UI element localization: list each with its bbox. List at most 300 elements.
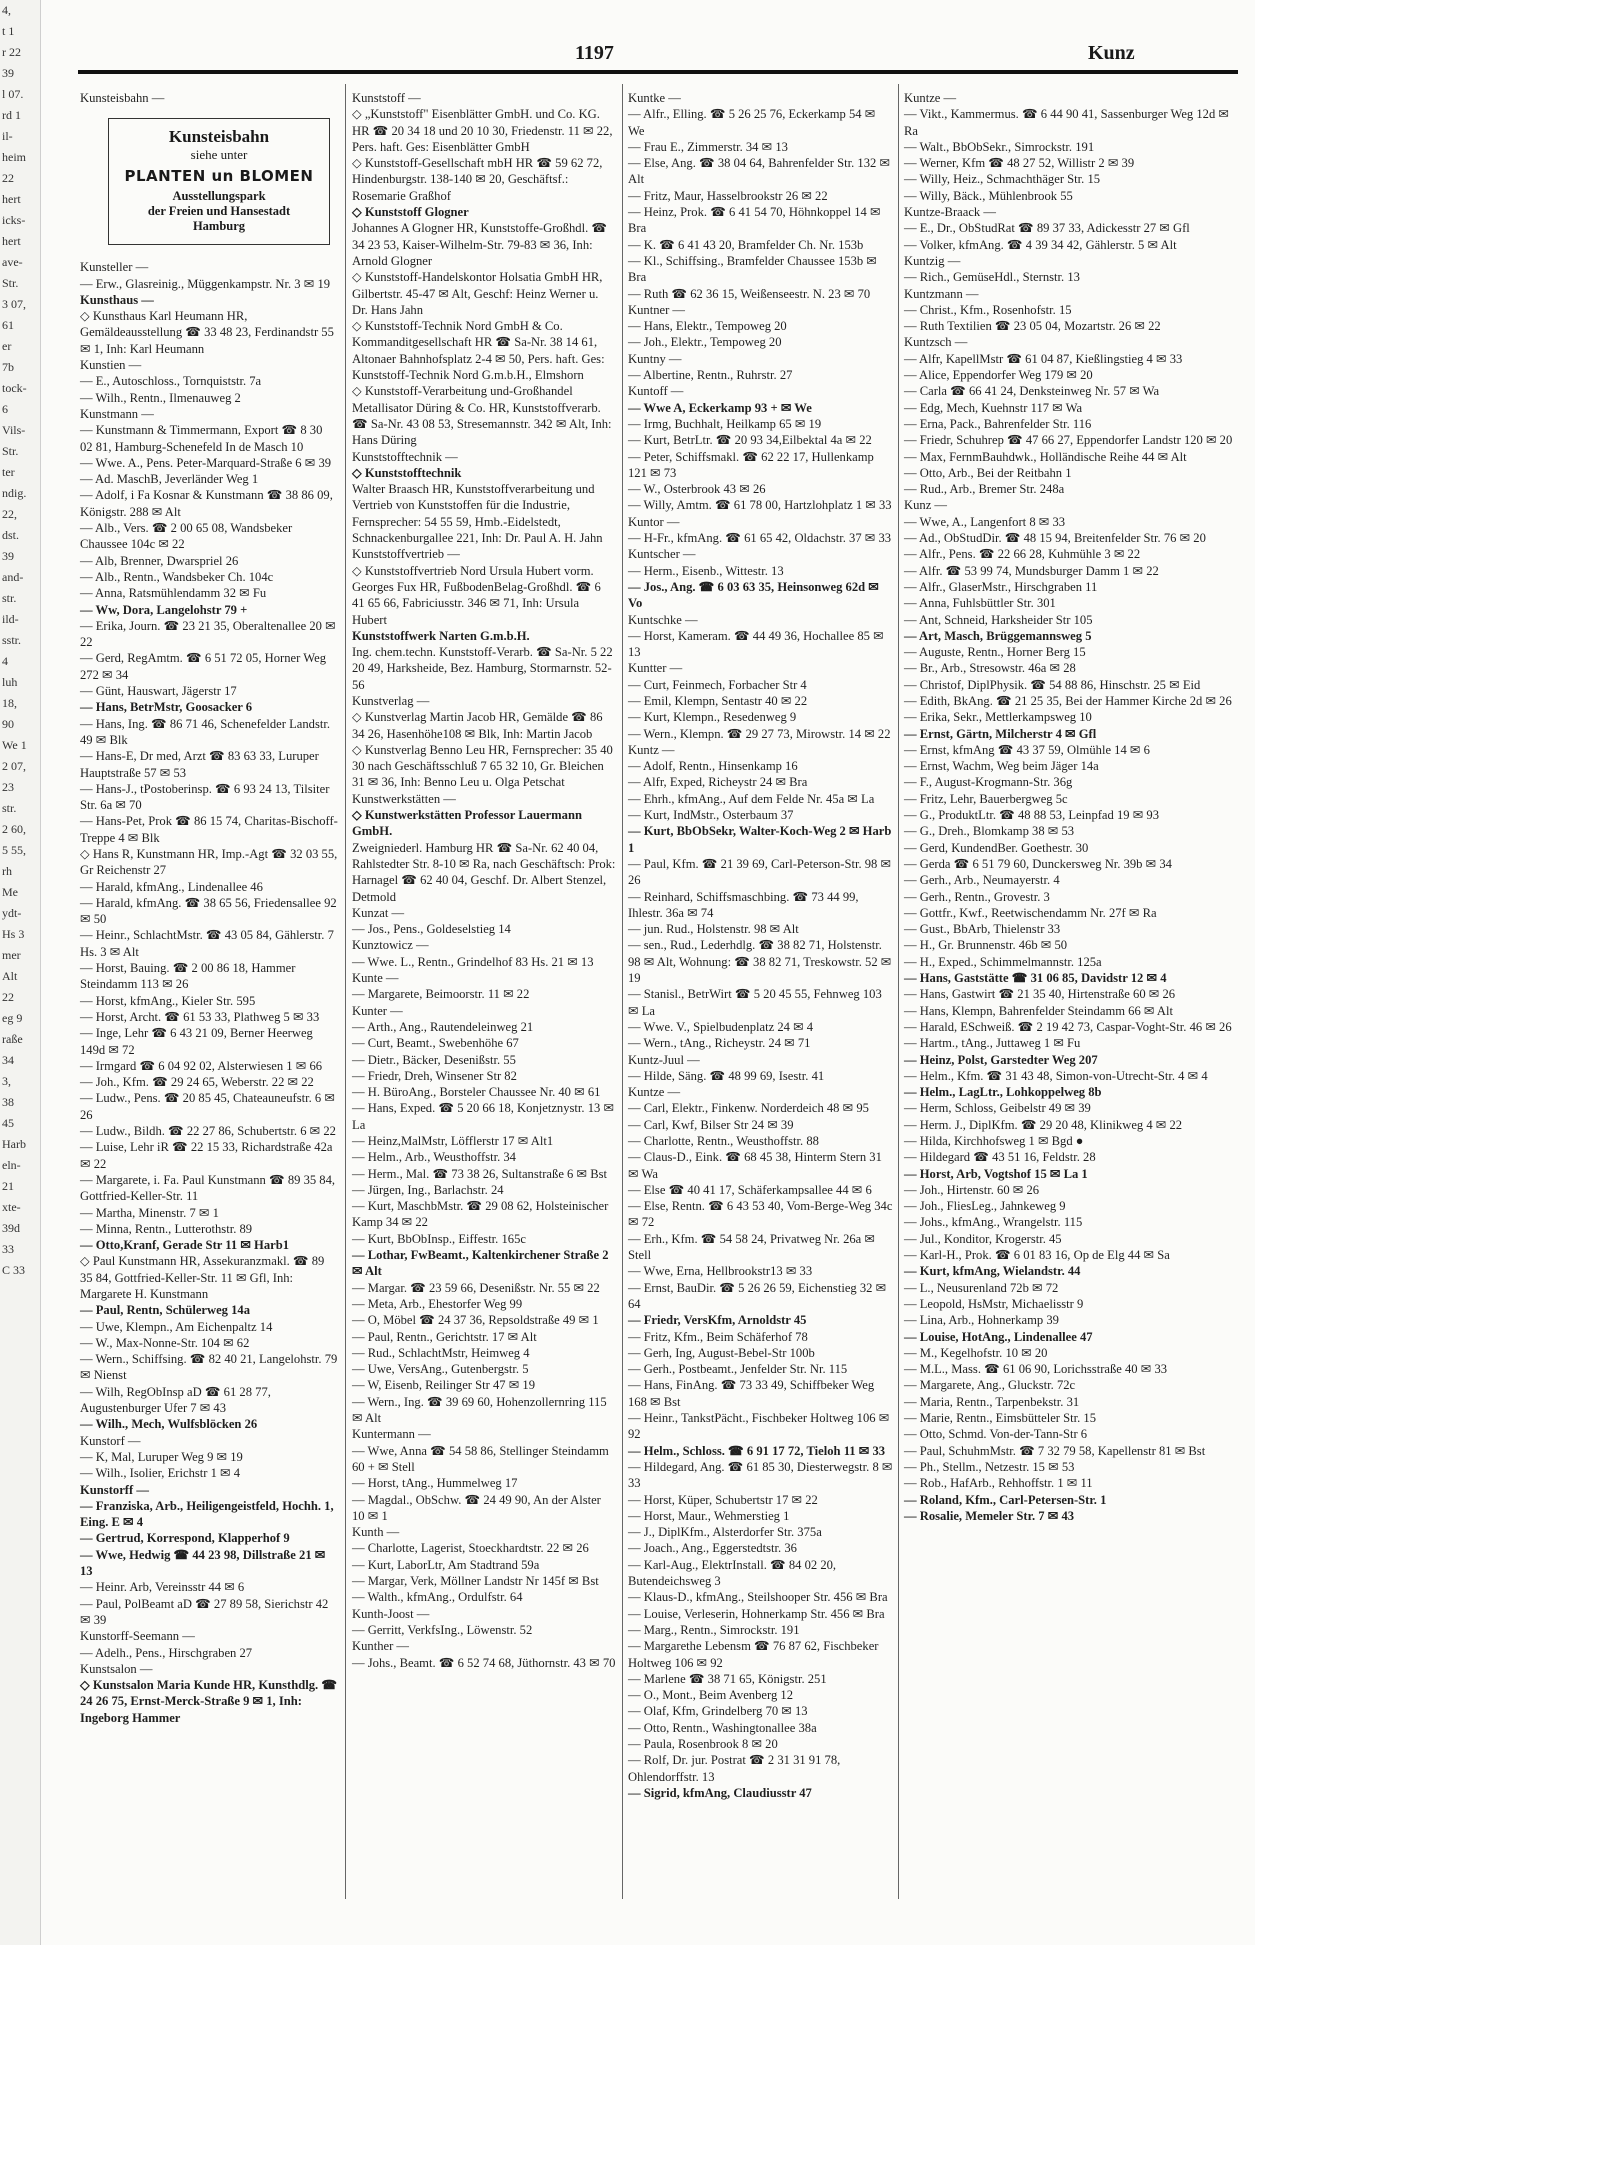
surname-heading: Kunter — bbox=[352, 1003, 403, 1018]
edge-fragment: Str. bbox=[2, 276, 19, 290]
surname-heading: Kunstorff — bbox=[80, 1482, 149, 1497]
directory-entry: ◇ Kunstverlag Martin Jacob HR, Gemälde ☎ 86 34 26, Hasenhöhe108 ✉ Blk, Inh: Martin Jacob bbox=[352, 710, 606, 741]
directory-entry: — Rud., SchlachtMstr, Heimweg 4 bbox=[352, 1345, 530, 1360]
directory-entry: — Claus-D., Eink. ☎ 68 45 38, Hinterm Stern 31 ✉ Wa bbox=[628, 1150, 886, 1181]
surname-heading: Kunsteller — bbox=[80, 260, 149, 275]
edge-fragment: 23 bbox=[2, 780, 14, 794]
directory-entry: — Hans, BetrMstr, Goosacker 6 bbox=[80, 700, 253, 715]
directory-entry: — Martha, Minenstr. 7 ✉ 1 bbox=[80, 1205, 219, 1220]
directory-entry: — Alfr, Exped, Richeystr 24 ✉ Bra bbox=[628, 775, 808, 790]
edge-fragment: 38 bbox=[2, 1095, 14, 1109]
directory-entry: — W., Max-Nonne-Str. 104 ✉ 62 bbox=[80, 1335, 250, 1350]
directory-entry: — Erika, Journ. ☎ 23 21 35, Oberaltenallee 20 ✉ 22 bbox=[80, 618, 339, 650]
edge-fragment: str. bbox=[2, 801, 17, 815]
directory-entry: — Klaus-D., kfmAng., Steilshooper Str. 456 ✉ Bra bbox=[628, 1590, 888, 1605]
directory-entry: — Heinz,MalMstr, Löfflerstr 17 ✉ Alt1 bbox=[352, 1134, 554, 1148]
directory-entry: — Gerh., Rentn., Grovestr. 3 bbox=[904, 889, 1050, 904]
directory-entry: — Karl-Aug., ElektrInstall. ☎ 84 02 20, Butendeichsweg 3 bbox=[628, 1557, 840, 1589]
edge-fragment: ndig. bbox=[2, 486, 27, 500]
directory-entry: — Ehrh., kfmAng., Auf dem Felde Nr. 45a ✉ La bbox=[628, 791, 875, 806]
directory-entry: — Johs., kfmAng., Wrangelstr. 115 bbox=[904, 1215, 1083, 1230]
edge-fragment: rd 1 bbox=[2, 108, 21, 122]
directory-entry: — H. BüroAng., Borsteler Chaussee Nr. 40 ✉ 61 bbox=[352, 1085, 601, 1100]
edge-fragment: t 1 bbox=[2, 24, 15, 38]
directory-entry: — Alb., Rentn., Wandsbeker Ch. 104c bbox=[80, 569, 274, 584]
edge-fragment: 61 bbox=[2, 318, 14, 332]
edge-fragment: 39 bbox=[2, 549, 14, 563]
directory-entry: — Louise, HotAng., Lindenallee 47 bbox=[904, 1329, 1093, 1344]
edge-fragment: 4 bbox=[2, 654, 8, 668]
edge-fragment: 39d bbox=[2, 1221, 20, 1235]
directory-entry: ◇ Kunststoff-Verarbeitung und-Großhandel Metallisator Düring & Co. HR, Kunststoffverarb. ☎ Sa-Nr. 43 08 53, Stresemannstr. 342 ✉ Alt, Inh: Hans Düring bbox=[352, 384, 615, 448]
surname-heading: Kuntz-Juul — bbox=[628, 1052, 700, 1067]
directory-entry: ◇ Paul Kunstmann HR, Assekuranzmakl. ☎ 89 35 84, Gottfried-Keller-Str. 11 ✉ Gfl, Inh: Margarete H. Kunstmann bbox=[80, 1254, 328, 1301]
directory-entry: — Hans-J., tPostoberinsp. ☎ 6 93 24 13, Tilsiter Str. 6a ✉ 70 bbox=[80, 781, 333, 813]
edge-fragment: 33 bbox=[2, 1242, 14, 1256]
directory-entry: — Gerda ☎ 6 51 79 60, Dunckersweg Nr. 39b ✉ 34 bbox=[904, 856, 1172, 871]
column-4 bbox=[904, 90, 1242, 1930]
edge-fragment: r 22 bbox=[2, 45, 21, 59]
directory-entry: — K, Mal, Luruper Weg 9 ✉ 19 bbox=[80, 1449, 243, 1464]
directory-entry: — K. ☎ 6 41 43 20, Bramfelder Ch. Nr. 153b bbox=[628, 237, 864, 252]
directory-entry: — Wern., tAng., Richeystr. 24 ✉ 71 bbox=[628, 1036, 811, 1051]
directory-entry: — Marlene ☎ 38 71 65, Königstr. 251 bbox=[628, 1671, 827, 1686]
directory-entry: — Alfr, KapellMstr ☎ 61 04 87, Kießlingstieg 4 ✉ 33 bbox=[904, 351, 1183, 366]
directory-entry: — Kunstmann & Timmermann, Export ☎ 8 30 02 81, Hamburg-Schenefeld In de Masch 10 bbox=[80, 423, 326, 454]
directory-entry: — Helm., Kfm. ☎ 31 43 48, Simon-von-Utrecht-Str. 4 ✉ 4 bbox=[904, 1068, 1208, 1083]
surname-heading: Kuntke — bbox=[628, 91, 681, 105]
directory-entry: — Erw., Glasreinig., Müggenkampstr. Nr. 3 ✉ 19 bbox=[80, 276, 331, 291]
directory-entry: — O, Möbel ☎ 24 37 36, Repsoldstraße 49 ✉ 1 bbox=[352, 1313, 599, 1328]
directory-entry: — Joh., Kfm. ☎ 29 24 65, Weberstr. 22 ✉ 22 bbox=[80, 1075, 314, 1090]
edge-fragment: eln- bbox=[2, 1158, 21, 1172]
directory-entry: — Rolf, Dr. jur. Postrat ☎ 2 31 31 91 78, Ohlendorffstr. 13 bbox=[628, 1753, 844, 1784]
page-number: 1197 bbox=[575, 42, 614, 64]
directory-entry: — Gust., BbArb, Thielenstr 33 bbox=[904, 922, 1061, 937]
directory-entry: — Else, Rentn. ☎ 6 43 53 40, Vom-Berge-Weg 34c ✉ 72 bbox=[628, 1199, 896, 1230]
edge-fragment: C 33 bbox=[2, 1263, 26, 1277]
directory-entry: — Marie, Rentn., Eimsbütteler Str. 15 bbox=[904, 1411, 1097, 1426]
directory-entry: — O., Mont., Beim Avenberg 12 bbox=[628, 1688, 793, 1703]
directory-entry: — Magdal., ObSchw. ☎ 24 49 90, An der Alster 10 ✉ 1 bbox=[352, 1492, 605, 1523]
directory-entry: — Hans, Gaststätte ☎ 31 06 85, Davidstr 12 ✉ 4 bbox=[904, 971, 1167, 986]
directory-entry: — Erh., Kfm. ☎ 54 58 24, Privatweg Nr. 26a ✉ Stell bbox=[628, 1231, 879, 1263]
column-divider bbox=[898, 84, 899, 1899]
column-2 bbox=[352, 90, 619, 1930]
directory-entry: — J., DiplKfm., Alsterdorfer Str. 375a bbox=[628, 1525, 822, 1540]
surname-heading: Kunztowicz — bbox=[352, 938, 429, 953]
edge-fragment: 22 bbox=[2, 990, 14, 1004]
directory-entry: — Jos., Pens., Goldeselstieg 14 bbox=[352, 922, 511, 937]
directory-entry: — Wern., Ing. ☎ 39 69 60, Hohenzollernring 115 ✉ Alt bbox=[352, 1394, 610, 1426]
directory-entry: — E., Autoschloss., Tornquiststr. 7a bbox=[80, 374, 262, 389]
directory-entry: ◇ Kunststoff-Technik Nord GmbH & Co. Kommanditgesellschaft HR ☎ Sa-Nr. 38 14 61, Altonaer Bahnhofsplatz 2-4 ✉ 50, Pers. haft. Ges: Kunststoff-Technik Nord G.m.b.H., Elmshorn bbox=[352, 319, 608, 383]
directory-entry: — Paul, Rentn., Gerichtstr. 17 ✉ Alt bbox=[352, 1329, 537, 1344]
running-head: Kunz bbox=[1088, 42, 1135, 64]
surname-heading: Kuntze — bbox=[628, 1085, 681, 1100]
directory-entry: — Minna, Rentn., Lutterothstr. 89 bbox=[80, 1221, 253, 1236]
directory-entry: — Rob., HafArb., Rehhoffstr. 1 ✉ 11 bbox=[904, 1476, 1093, 1491]
edge-fragment: We 1 bbox=[2, 738, 27, 752]
directory-entry: — Ernst, Gärtn, Milcherstr 4 ✉ Gfl bbox=[904, 726, 1097, 741]
directory-entry: — Kurt, BbObInsp., Eiffestr. 165c bbox=[352, 1231, 526, 1246]
directory-entry: — Herm., Eisenb., Wittestr. 13 bbox=[628, 563, 784, 578]
directory-entry: — H-Fr., kfmAng. ☎ 61 65 42, Oldachstr. 37 ✉ 33 bbox=[628, 531, 892, 546]
directory-entry: — M.L., Mass. ☎ 61 06 90, Lorichsstraße 40 ✉ 33 bbox=[904, 1362, 1168, 1377]
directory-entry: — E., Dr., ObStudRat ☎ 89 37 33, Adickesstr 27 ✉ Gfl bbox=[904, 221, 1190, 236]
directory-entry: — Walth., kfmAng., Ordulfstr. 64 bbox=[352, 1590, 523, 1605]
directory-entry: — Margarete, i. Fa. Paul Kunstmann ☎ 89 35 84, Gottfried-Keller-Str. 11 bbox=[80, 1172, 339, 1204]
directory-entry: — Herm., Mal. ☎ 73 38 26, Sultanstraße 6 ✉ Bst bbox=[352, 1166, 608, 1181]
directory-entry: — Leopold, HsMstr, Michaelisstr 9 bbox=[904, 1296, 1084, 1311]
surname-heading: Kunsteisbahn — bbox=[80, 91, 165, 105]
directory-entry: — Wwe, A., Langenfort 8 ✉ 33 bbox=[904, 514, 1066, 529]
directory-entry: — Karl-H., Prok. ☎ 6 01 83 16, Op de Elg 44 ✉ Sa bbox=[904, 1248, 1170, 1263]
directory-entry: — Johs., Beamt. ☎ 6 52 74 68, Jüthornstr. 43 ✉ 70 bbox=[352, 1655, 616, 1670]
directory-entry: — Gerh, Ing, August-Bebel-Str 100b bbox=[628, 1345, 815, 1360]
directory-entry: — Alfr., Elling. ☎ 5 26 25 76, Eckerkamp 54 ✉ We bbox=[628, 107, 879, 138]
directory-entry: — Ernst, kfmAng ☎ 43 37 59, Olmühle 14 ✉ 6 bbox=[904, 742, 1150, 757]
directory-entry: Ing. chem.techn. Kunststoff-Verarb. ☎ Sa-Nr. 5 22 20 49, Harksheide, Bez. Hamburg, Stormarnstr. 52-56 bbox=[352, 645, 616, 692]
edge-fragment: icks- bbox=[2, 213, 26, 227]
directory-entry: — Uwe, VersAng., Gutenbergstr. 5 bbox=[352, 1362, 529, 1377]
directory-entry: — Inge, Lehr ☎ 6 43 21 09, Berner Heerweg 149d ✉ 72 bbox=[80, 1026, 317, 1057]
directory-entry: ◇ Kunstwerkstätten Professor Lauermann GmbH. bbox=[352, 808, 586, 839]
directory-entry: — Günt, Hauswart, Jägerstr 17 bbox=[80, 684, 237, 699]
directory-entry: — Heinr., TankstPächt., Fischbeker Holtweg 106 ✉ 92 bbox=[628, 1411, 893, 1442]
box-line: Ausstellungspark bbox=[172, 189, 266, 204]
directory-entry: — Horst, Archt. ☎ 61 53 33, Plathweg 5 ✉ 33 bbox=[80, 1009, 320, 1024]
surname-heading: Kuntze-Braack — bbox=[904, 205, 996, 220]
directory-entry: — Jürgen, Ing., Barlachstr. 24 bbox=[352, 1182, 504, 1197]
directory-entry: — Helm., Schloss. ☎ 6 91 17 72, Tieloh 11 ✉ 33 bbox=[628, 1443, 886, 1458]
directory-entry: — Art, Masch, Brüggemannsweg 5 bbox=[904, 628, 1092, 643]
directory-entry: — Erika, Sekr., Mettlerkampsweg 10 bbox=[904, 710, 1092, 725]
surname-heading: Kuntner — bbox=[628, 302, 686, 317]
directory-entry: — Edg, Mech, Kuehnstr 117 ✉ Wa bbox=[904, 400, 1083, 415]
directory-entry: — Rosalie, Memeler Str. 7 ✉ 43 bbox=[904, 1508, 1075, 1523]
directory-entry: — Joh., FliesLeg., Jahnkeweg 9 bbox=[904, 1199, 1066, 1214]
directory-entry: — Hildegard, Ang. ☎ 61 85 30, Diesterwegstr. 8 ✉ 33 bbox=[628, 1459, 896, 1491]
surname-heading: Kunsthaus — bbox=[80, 292, 154, 307]
directory-entry: — Otto, Arb., Bei der Reitbahn 1 bbox=[904, 465, 1072, 480]
directory-entry: — Harald, kfmAng., Lindenallee 46 bbox=[80, 879, 263, 894]
directory-entry: — Uwe, Klempn., Am Eichenpaltz 14 bbox=[80, 1319, 273, 1334]
directory-entry: — Kurt, BetrLtr. ☎ 20 93 34,Eilbektal 4a ✉ 22 bbox=[628, 433, 872, 448]
surname-heading: Kunstorff-Seemann — bbox=[80, 1629, 195, 1644]
directory-entry: — Fritz, Lehr, Bauerbergweg 5c bbox=[904, 791, 1068, 806]
edge-fragment: dst. bbox=[2, 528, 20, 542]
column-3 bbox=[628, 90, 896, 1930]
column-1 bbox=[80, 90, 341, 1930]
surname-heading: Kunstwerkstätten — bbox=[352, 791, 456, 806]
directory-entry: — Horst, Maur., Wehmerstieg 1 bbox=[628, 1508, 790, 1523]
directory-entry: ◇ Kunstverlag Benno Leu HR, Fernsprecher: 35 40 30 nach Geschäftsschluß 7 65 32 10, Gr. Bleichen 31 ✉ 36, Inh: Benno Leu u. Olga Petschat bbox=[352, 742, 616, 790]
directory-entry: — Christof, DiplPhysik. ☎ 54 88 86, Hinschstr. 25 ✉ Eid bbox=[904, 677, 1201, 692]
directory-entry: — Ph., Stellm., Netzestr. 15 ✉ 53 bbox=[904, 1459, 1075, 1474]
surname-heading: Kuntor — bbox=[628, 514, 680, 529]
directory-entry: — Wilh, RegObInsp aD ☎ 61 28 77, Augustenburger Ufer 7 ✉ 43 bbox=[80, 1384, 274, 1416]
directory-entry: — Stanisl., BetrWirt ☎ 5 20 45 55, Fehnweg 103 ✉ La bbox=[628, 987, 885, 1018]
directory-entry: — Else ☎ 40 41 17, Schäferkampsallee 44 ✉ 6 bbox=[628, 1182, 872, 1197]
directory-entry: — Dietr., Bäcker, Desenißstr. 55 bbox=[352, 1052, 516, 1067]
directory-entry: — Alb, Brenner, Dwarspriel 26 bbox=[80, 553, 239, 568]
directory-entry: — Otto, Rentn., Washingtonallee 38a bbox=[628, 1720, 817, 1735]
directory-entry: — Hilde, Säng. ☎ 48 99 69, Isestr. 41 bbox=[628, 1068, 825, 1083]
directory-entry: — Helm., LagLtr., Lohkoppelweg 8b bbox=[904, 1085, 1102, 1100]
directory-entry: — Louise, Verleserin, Hohnerkamp Str. 456 ✉ Bra bbox=[628, 1606, 885, 1621]
surname-heading: Kunststofftechnik — bbox=[352, 449, 458, 464]
directory-entry: — Herm. J., DiplKfm. ☎ 29 20 48, Klinikweg 4 ✉ 22 bbox=[904, 1117, 1183, 1132]
directory-entry: — Horst, Küper, Schubertstr 17 ✉ 22 bbox=[628, 1492, 818, 1507]
directory-entry: — Curt, Beamt., Swebenhöhe 67 bbox=[352, 1036, 519, 1051]
directory-entry: — Hartm., tAng., Juttaweg 1 ✉ Fu bbox=[904, 1036, 1081, 1051]
surname-heading: Kuntscher — bbox=[628, 547, 696, 562]
directory-entry: — Meta, Arb., Ehestorfer Weg 99 bbox=[352, 1296, 523, 1311]
surname-heading: Kuntzmann — bbox=[904, 286, 979, 301]
directory-entry: — Helm., Arb., Weusthoffstr. 34 bbox=[352, 1150, 516, 1165]
directory-entry: ◇ Kunststofftechnik bbox=[352, 465, 462, 480]
directory-entry: — Gerh., Postbeamt., Jenfelder Str. Nr. 115 bbox=[628, 1362, 848, 1377]
surname-heading: Kunth-Joost — bbox=[352, 1606, 430, 1621]
surname-heading: Kunz — bbox=[904, 498, 948, 513]
directory-entry: — Jos., Ang. ☎ 6 03 63 35, Heinsonweg 62d ✉ Vo bbox=[628, 579, 882, 611]
box-title: Kunsteisbahn bbox=[168, 127, 270, 147]
directory-entry: — Margarete, Beimoorstr. 11 ✉ 22 bbox=[352, 987, 530, 1002]
directory-entry: — Ad., ObStudDir. ☎ 48 15 94, Breitenfelder Str. 76 ✉ 20 bbox=[904, 531, 1206, 546]
directory-entry: — M., Kegelhofstr. 10 ✉ 20 bbox=[904, 1345, 1048, 1360]
directory-entry: — Walt., BbObSekr., Simrockstr. 191 bbox=[904, 139, 1095, 154]
edge-fragment: 4, bbox=[2, 3, 11, 17]
directory-entry: — Harald, kfmAng. ☎ 38 65 56, Friedensallee 92 ✉ 50 bbox=[80, 895, 340, 927]
directory-entry: — L., Neusurenland 72b ✉ 72 bbox=[904, 1280, 1059, 1295]
directory-entry: — Willy, Bäck., Mühlenbrook 55 bbox=[904, 188, 1073, 203]
directory-entry: — Heinz, Prok. ☎ 6 41 54 70, Höhnkoppel 14 ✉ Bra bbox=[628, 205, 884, 236]
directory-entry: — Otto, Schmd. Von-der-Tann-Str 6 bbox=[904, 1427, 1088, 1442]
directory-entry: — Joach., Ang., Eggerstedtstr. 36 bbox=[628, 1541, 797, 1556]
directory-entry: — Paul, PolBeamt aD ☎ 27 89 58, Sierichstr 42 ✉ 39 bbox=[80, 1596, 332, 1627]
directory-entry: — Ruth Textilien ☎ 23 05 04, Mozartstr. 26 ✉ 22 bbox=[904, 319, 1161, 334]
directory-entry: — Otto,Kranf, Gerade Str 11 ✉ Harb1 bbox=[80, 1238, 290, 1253]
directory-entry: — W., Osterbrook 43 ✉ 26 bbox=[628, 482, 766, 497]
directory-entry: — Heinr. Arb, Vereinsstr 44 ✉ 6 bbox=[80, 1580, 245, 1595]
surname-heading: Kunstorf — bbox=[80, 1433, 141, 1448]
edge-fragment: 3, bbox=[2, 1074, 11, 1088]
directory-entry: — Horst, Kameram. ☎ 44 49 36, Hochallee 85 ✉ 13 bbox=[628, 628, 887, 660]
edge-fragment: 6 bbox=[2, 402, 8, 416]
edge-fragment: 18, bbox=[2, 696, 17, 710]
edge-fragment: ave- bbox=[2, 255, 23, 269]
directory-entry: ◇ Kunststoff Glogner bbox=[352, 205, 469, 220]
directory-entry: — Gerd, RegAmtm. ☎ 6 51 72 05, Horner Weg 272 ✉ 34 bbox=[80, 651, 330, 682]
surname-heading: Kunstverlag — bbox=[352, 693, 430, 708]
directory-entry: — Christ., Kfm., Rosenhofstr. 15 bbox=[904, 302, 1072, 317]
directory-entry: — Max, FernmBauhdwk., Holländische Reihe 44 ✉ Alt bbox=[904, 449, 1187, 464]
directory-entry: — Paul, SchuhmMstr. ☎ 7 32 79 58, Kapellenstr 81 ✉ Bst bbox=[904, 1443, 1206, 1458]
edge-fragment: rh bbox=[2, 864, 12, 878]
directory-entry: — Curt, Feinmech, Forbacher Str 4 bbox=[628, 677, 807, 692]
directory-entry: — Olaf, Kfm, Grindelberg 70 ✉ 13 bbox=[628, 1704, 808, 1719]
directory-entry: — Alb., Vers. ☎ 2 00 65 08, Wandsbeker Chaussee 104c ✉ 22 bbox=[80, 521, 296, 552]
edge-fragment: luh bbox=[2, 675, 18, 689]
directory-entry: — Hans-E, Dr med, Arzt ☎ 83 63 33, Luruper Hauptstraße 57 ✉ 53 bbox=[80, 749, 322, 780]
directory-entry: — Charlotte, Lagerist, Stoeckhardtstr. 22 ✉ 26 bbox=[352, 1541, 589, 1556]
directory-entry: — Else, Ang. ☎ 38 04 64, Bahrenfelder Str. 132 ✉ Alt bbox=[628, 156, 893, 187]
edge-fragment: l 07. bbox=[2, 87, 24, 101]
edge-fragment: Hs 3 bbox=[2, 927, 25, 941]
directory-entry: — Ludw., Pens. ☎ 20 85 45, Chateauneufstr. 6 ✉ 26 bbox=[80, 1091, 339, 1122]
directory-entry: — Wern., Klempn. ☎ 29 27 73, Mirowstr. 14 ✉ 22 bbox=[628, 726, 891, 741]
directory-entry: — G., Dreh., Blomkamp 38 ✉ 53 bbox=[904, 824, 1075, 839]
directory-entry: Zweigniederl. Hamburg HR ☎ Sa-Nr. 62 40 04, Rahlstedter Str. 8-10 ✉ Ra, nach Geschäftsch: Prok: Harnagel ☎ 62 40 04, Geschf. Dr. Albert Stenzel, Detmold bbox=[352, 840, 619, 904]
directory-entry: — Carla ☎ 66 41 24, Denksteinweg Nr. 57 ✉ Wa bbox=[904, 384, 1160, 399]
directory-entry: — Horst, Bauing. ☎ 2 00 86 18, Hammer Steindamm 113 ✉ 26 bbox=[80, 961, 299, 992]
header-rule bbox=[78, 70, 1238, 74]
directory-entry: — Margar, Verk, Möllner Landstr Nr 145f ✉ Bst bbox=[352, 1574, 599, 1589]
directory-entry: — Fritz, Kfm., Beim Schäferhof 78 bbox=[628, 1329, 808, 1344]
directory-entry: — Horst, kfmAng., Kieler Str. 595 bbox=[80, 993, 256, 1008]
directory-entry: — Gerd, KundendBer. Goethestr. 30 bbox=[904, 840, 1089, 855]
surname-heading: Kunststoff — bbox=[352, 91, 421, 105]
surname-heading: Kunth — bbox=[352, 1525, 400, 1540]
directory-entry: — Edith, BkAng. ☎ 21 25 35, Bei der Hammer Kirche 2d ✉ 26 bbox=[904, 693, 1232, 708]
directory-entry: — Wilh., Rentn., Ilmenauweg 2 bbox=[80, 390, 241, 405]
directory-entry: — Kurt, BbObSekr, Walter-Koch-Weg 2 ✉ Harb 1 bbox=[628, 824, 895, 855]
directory-entry: — Reinhard, Schiffsmaschbing. ☎ 73 44 99, Ihlestr. 36a ✉ 74 bbox=[628, 889, 862, 920]
directory-entry: — jun. Rud., Holstenstr. 98 ✉ Alt bbox=[628, 922, 799, 937]
directory-entry: — Hans, Klempn, Bahrenfelder Steindamm 66 ✉ Alt bbox=[904, 1003, 1174, 1018]
edge-fragment: ild- bbox=[2, 612, 19, 626]
directory-entry: — Heinr., SchlachtMstr. ☎ 43 05 84, Gählerstr. 7 Hs. 3 ✉ Alt bbox=[80, 928, 338, 959]
directory-entry: — Paul, Rentn, Schülerweg 14a bbox=[80, 1303, 251, 1318]
directory-entry: — Hans, Exped. ☎ 5 20 66 18, Konjetznystr. 13 ✉ La bbox=[352, 1101, 618, 1132]
edge-fragment: 2 07, bbox=[2, 759, 26, 773]
directory-entry: — Wwe, Anna ☎ 54 58 86, Stellinger Steindamm 60 + ✉ Stell bbox=[352, 1443, 612, 1474]
directory-entry: — Harald, ESchweiß. ☎ 2 19 42 73, Caspar-Voght-Str. 46 ✉ 26 bbox=[904, 1019, 1232, 1034]
directory-entry: — Paul, Kfm. ☎ 21 39 69, Carl-Peterson-Str. 98 ✉ 26 bbox=[628, 856, 895, 888]
edge-fragment: Harb bbox=[2, 1137, 26, 1151]
edge-fragment: mer bbox=[2, 948, 21, 962]
directory-entry: — Vikt., Kammermus. ☎ 6 44 90 41, Sassenburger Weg 12d ✉ Ra bbox=[904, 107, 1233, 138]
directory-entry: — Adolf, i Fa Kosnar & Kunstmann ☎ 38 86 09, Königstr. 288 ✉ Alt bbox=[80, 488, 337, 519]
directory-entry: — Friedr, Schuhrep ☎ 47 66 27, Eppendorfer Landstr 120 ✉ 20 bbox=[904, 433, 1233, 448]
surname-heading: Kunststoffvertrieb — bbox=[352, 547, 460, 562]
directory-entry: Johannes A Glogner HR, Kunststoffe-Großhdl. ☎ 34 23 53, Kaiser-Wilhelm-Str. 79-83 ✉ 36, Inh: Arnold Glogner bbox=[352, 221, 611, 268]
directory-entry: — Erna, Pack., Bahrenfelder Str. 116 bbox=[904, 416, 1092, 431]
directory-entry: — Frau E., Zimmerstr. 34 ✉ 13 bbox=[628, 139, 788, 154]
directory-entry: — sen., Rud., Lederhdlg. ☎ 38 82 71, Holstenstr. 98 ✉ Alt, Wohnung: ☎ 38 82 71, Treskowstr. 52 ✉ 19 bbox=[628, 938, 895, 986]
directory-entry: — Arth., Ang., Rautendeleinweg 21 bbox=[352, 1019, 534, 1034]
directory-entry: — Maria, Rentn., Tarpenbekstr. 31 bbox=[904, 1394, 1080, 1409]
edge-fragment: 7b bbox=[2, 360, 14, 374]
directory-entry: ◇ Hans R, Kunstmann HR, Imp.-Agt ☎ 32 03 55, Gr Reichenstr 27 bbox=[80, 846, 341, 878]
surname-heading: Kuntny — bbox=[628, 351, 682, 366]
edge-fragment: 3 07, bbox=[2, 297, 26, 311]
directory-entry: — Hildegard ☎ 43 51 16, Feldstr. 28 bbox=[904, 1150, 1096, 1165]
surname-heading: Kuntzsch — bbox=[904, 335, 968, 350]
directory-entry: — Friedr, Dreh, Winsener Str 82 bbox=[352, 1068, 517, 1083]
directory-entry: — Alfr. ☎ 53 99 74, Mundsburger Damm 1 ✉ 22 bbox=[904, 563, 1159, 578]
directory-entry: ◇ Kunststoff-Gesellschaft mbH HR ☎ 59 62 72, Hindenburgstr. 138-140 ✉ 20, Geschäftsf.: Rosemarie Graßhof bbox=[352, 156, 606, 203]
edge-fragment: str. bbox=[2, 591, 17, 605]
edge-fragment: 2 60, bbox=[2, 822, 26, 836]
edge-fragment: hert bbox=[2, 234, 21, 248]
surname-heading: Kunstsalon — bbox=[80, 1661, 153, 1676]
edge-fragment: er bbox=[2, 339, 12, 353]
surname-heading: Kuntoff — bbox=[628, 384, 684, 399]
directory-entry: — Willy, Amtm. ☎ 61 78 00, Hartzlohplatz 1 ✉ 33 bbox=[628, 498, 892, 513]
directory-entry: — Ww, Dora, Langelohstr 79 + bbox=[80, 602, 248, 617]
surname-heading: Kuntz — bbox=[628, 742, 675, 757]
directory-entry: — Wwe A, Eckerkamp 93 + ✉ We bbox=[628, 400, 812, 415]
edge-fragment: 45 bbox=[2, 1116, 14, 1130]
directory-entry: — Friedr, VersKfm, Arnoldstr 45 bbox=[628, 1313, 807, 1328]
edge-fragment: ter bbox=[2, 465, 15, 479]
surname-heading: Kuntter — bbox=[628, 661, 683, 676]
directory-entry: — Luise, Lehr iR ☎ 22 15 33, Richardstraße 42a ✉ 22 bbox=[80, 1140, 336, 1171]
directory-entry: — Volker, kfmAng. ☎ 4 39 34 42, Gählerstr. 5 ✉ Alt bbox=[904, 237, 1177, 252]
edge-fragment: 22, bbox=[2, 507, 17, 521]
edge-fragment: il- bbox=[2, 129, 13, 143]
directory-entry: — Anna, Fuhlsbüttler Str. 301 bbox=[904, 596, 1056, 611]
surname-heading: Kuntzig — bbox=[904, 253, 961, 268]
surname-heading: Kunther — bbox=[352, 1639, 410, 1654]
directory-entry: — Paula, Rosenbrook 8 ✉ 20 bbox=[628, 1736, 778, 1751]
directory-entry: — Marg., Rentn., Simrockstr. 191 bbox=[628, 1622, 800, 1637]
edge-fragment: and- bbox=[2, 570, 24, 584]
directory-entry: Kunststoffwerk Narten G.m.b.H. bbox=[352, 628, 530, 643]
surname-heading: Kunstien — bbox=[80, 358, 142, 373]
directory-entry: — Alfr., GlaserMstr., Hirschgraben 11 bbox=[904, 579, 1098, 594]
directory-entry: — Wwe. V., Spielbudenplatz 24 ✉ 4 bbox=[628, 1019, 814, 1034]
directory-entry: — Wilh., Mech, Wulfsblöcken 26 bbox=[80, 1417, 258, 1432]
edge-fragment: 5 55, bbox=[2, 843, 26, 857]
directory-entry: — Werner, Kfm ☎ 48 27 52, Willistr 2 ✉ 39 bbox=[904, 156, 1135, 171]
directory-entry: — Wwe, Hedwig ☎ 44 23 98, Dillstraße 21 ✉ 13 bbox=[80, 1547, 329, 1579]
directory-entry: — Gertrud, Korrespond, Klapperhof 9 bbox=[80, 1531, 290, 1546]
directory-entry: — Wilh., Isolier, Erichstr 1 ✉ 4 bbox=[80, 1466, 241, 1481]
surname-heading: Kuntermann — bbox=[352, 1427, 431, 1442]
column-divider bbox=[345, 84, 346, 1899]
directory-entry: — Rud., Arb., Bremer Str. 248a bbox=[904, 482, 1065, 497]
edge-fragment: 34 bbox=[2, 1053, 14, 1067]
edge-fragment: Me bbox=[2, 885, 18, 899]
directory-entry: — Kl., Schiffsing., Bramfelder Chaussee 153b ✉ Bra bbox=[628, 253, 881, 285]
directory-entry: — Hans-Pet, Prok ☎ 86 15 74, Charitas-Bischoff-Treppe 4 ✉ Blk bbox=[80, 814, 338, 845]
edge-fragment: 90 bbox=[2, 717, 14, 731]
directory-entry: — Hilda, Kirchhofsweg 1 ✉ Bgd ● bbox=[904, 1134, 1084, 1148]
directory-entry: — Auguste, Rentn., Horner Berg 15 bbox=[904, 645, 1086, 660]
directory-entry: — Lina, Arb., Hohnerkamp 39 bbox=[904, 1313, 1059, 1328]
directory-entry: — Kurt, LaborLtr, Am Stadtrand 59a bbox=[352, 1557, 540, 1572]
directory-entry: ◇ Kunststoff-Handelskontor Holsatia GmbH HR, Gilbertstr. 45-47 ✉ Alt, Geschf: Heinz Werner u. Dr. Hans Jahn bbox=[352, 270, 606, 317]
directory-entry: — H., Exped., Schimmelmannstr. 125a bbox=[904, 954, 1102, 969]
directory-entry: — Anna, Ratsmühlendamm 32 ✉ Fu bbox=[80, 586, 267, 601]
directory-entry: — Alfr., Pens. ☎ 22 66 28, Kuhmühle 3 ✉ 22 bbox=[904, 547, 1141, 562]
surname-heading: Kunte — bbox=[352, 971, 399, 986]
directory-entry: — Albertine, Rentn., Ruhrstr. 27 bbox=[628, 368, 793, 383]
directory-entry: — Wwe, Erna, Hellbrookstr13 ✉ 33 bbox=[628, 1264, 813, 1279]
edge-fragment: xte- bbox=[2, 1200, 21, 1214]
directory-entry: — Sigrid, kfmAng, Claudiusstr 47 bbox=[628, 1785, 812, 1800]
directory-entry: — Jul., Konditor, Krogerstr. 45 bbox=[904, 1231, 1062, 1246]
surname-heading: Kuntze — bbox=[904, 91, 957, 105]
surname-heading: Kunzat — bbox=[352, 905, 405, 920]
directory-entry: — Kurt, kfmAng, Wielandstr. 44 bbox=[904, 1264, 1081, 1279]
directory-entry: — Gottfr., Kwf., Reetwischendamm Nr. 27f ✉ Ra bbox=[904, 905, 1157, 920]
edge-fragment: raße bbox=[2, 1032, 23, 1046]
directory-entry: — Hans, Gastwirt ☎ 21 35 40, Hirtenstraße 60 ✉ 26 bbox=[904, 987, 1176, 1002]
